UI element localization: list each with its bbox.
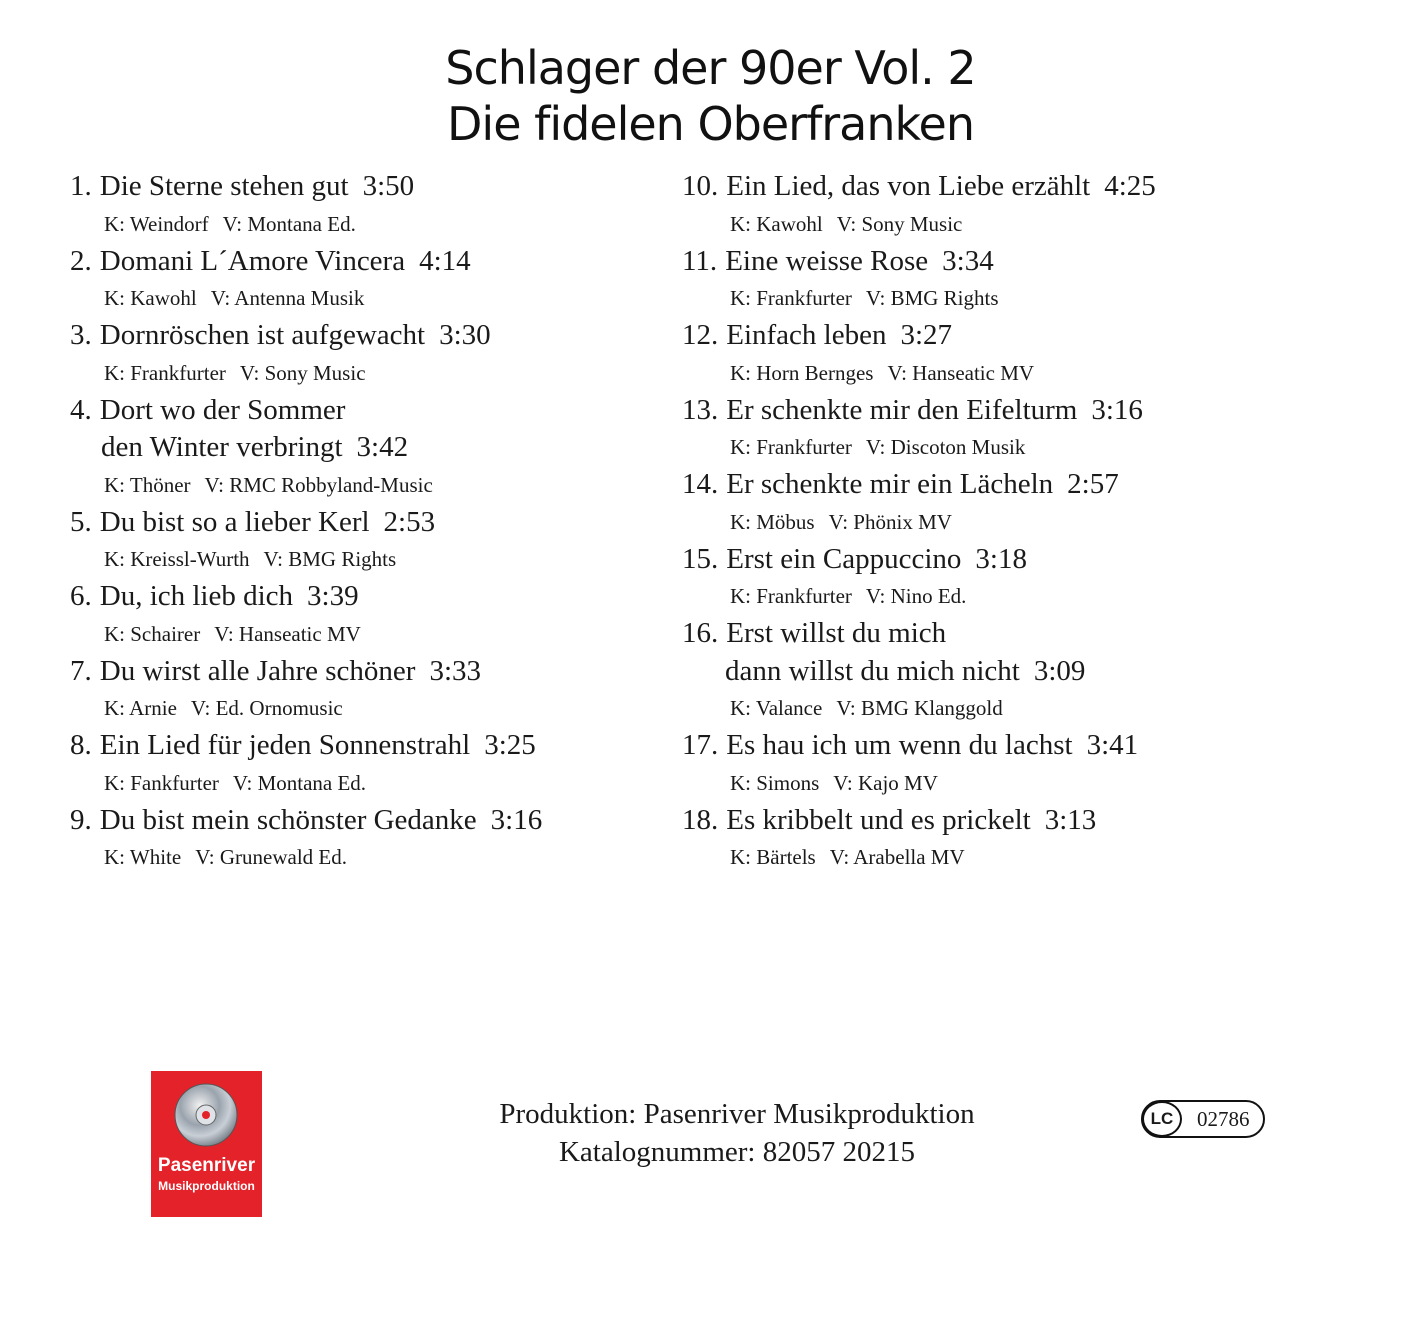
track-duration: 3:27 <box>900 319 953 351</box>
logo-subtitle: Musikproduktion <box>158 1179 255 1193</box>
track-title: Dort wo der Sommer <box>99 393 346 426</box>
track-item <box>682 541 1302 609</box>
track-number: 1. <box>70 170 92 202</box>
production-line: Produktion: Pasenriver Musikproduktion <box>499 1098 975 1130</box>
album-title-line1: Schlager der 90er Vol. 2 <box>445 41 976 95</box>
track-item <box>682 243 1302 311</box>
track-credits <box>70 473 670 497</box>
track-publisher: V: Sony Music <box>239 360 366 385</box>
track-item <box>682 727 1302 795</box>
track-item <box>70 168 670 236</box>
track-publisher: V: BMG Rights <box>865 286 999 310</box>
track-title-line <box>682 392 1302 430</box>
track-title-line <box>70 168 670 206</box>
track-title: Er schenkte mir den Eifelturm <box>726 393 1078 426</box>
track-title: Die Sterne stehen gut <box>99 170 349 202</box>
track-title: Erst willst du mich <box>726 617 947 649</box>
production-info <box>420 1095 1054 1171</box>
track-composer: K: Schairer <box>104 621 201 646</box>
track-title-line <box>682 615 1302 653</box>
track-title-line <box>682 541 1302 579</box>
track-composer: K: Valance <box>730 696 823 720</box>
track-title-line <box>70 504 670 542</box>
pasenriver-logo <box>151 1071 262 1217</box>
track-number: 17. <box>682 729 719 761</box>
track-publisher: V: Sony Music <box>836 211 963 236</box>
track-title-line <box>682 802 1302 840</box>
track-publisher: V: RMC Robbyland-Music <box>204 472 433 497</box>
track-number: 14. <box>682 468 719 500</box>
track-item <box>70 317 670 385</box>
track-title-cont: dann willst du mich nicht <box>725 654 1020 687</box>
label-code-badge <box>1141 1100 1265 1138</box>
track-number: 11. <box>682 244 718 277</box>
track-credits <box>682 212 1302 236</box>
track-publisher: V: Phönix MV <box>828 509 952 534</box>
track-credits <box>682 510 1302 534</box>
track-publisher: V: Grunewald Ed. <box>195 845 348 869</box>
track-duration: 3:34 <box>942 244 994 277</box>
track-composer: K: White <box>104 845 182 869</box>
label-code-number: 02786 <box>1197 1107 1250 1131</box>
track-publisher: V: BMG Rights <box>263 547 397 571</box>
cd-disc-icon <box>173 1079 239 1151</box>
track-duration: 3:41 <box>1086 729 1139 761</box>
logo-brand: Pasenriver <box>157 1155 256 1176</box>
track-item <box>682 615 1302 720</box>
track-composer: K: Kawohl <box>104 286 197 310</box>
track-title: Eine weisse Rose <box>725 244 929 277</box>
track-title: Du bist mein schönster Gedanke <box>99 803 477 836</box>
track-number: 8. <box>70 729 92 761</box>
track-item <box>70 727 670 795</box>
track-publisher: V: Montana Ed. <box>222 211 356 236</box>
track-title: Dornröschen ist aufgewacht <box>99 319 426 351</box>
track-duration: 4:25 <box>1104 170 1156 202</box>
track-credits <box>70 212 670 236</box>
track-number: 13. <box>682 393 719 426</box>
track-number: 2. <box>70 244 92 277</box>
track-composer: K: Fankfurter <box>104 770 219 795</box>
track-publisher: V: Arabella MV <box>829 845 965 869</box>
track-item <box>682 168 1302 236</box>
album-title-line2: Die fidelen Oberfranken <box>447 97 974 151</box>
track-item <box>682 317 1302 385</box>
track-number: 16. <box>682 617 719 649</box>
track-publisher: V: Antenna Musik <box>210 286 365 310</box>
track-duration: 3:30 <box>439 319 491 351</box>
track-number: 12. <box>682 319 719 351</box>
album-title <box>0 40 1421 152</box>
track-number: 5. <box>70 505 92 538</box>
lc-icon: LC <box>1142 1101 1182 1137</box>
track-item <box>682 392 1302 460</box>
track-title-line <box>682 243 1302 281</box>
track-credits <box>682 435 1302 459</box>
track-title: Du wirst alle Jahre schöner <box>99 654 416 687</box>
track-duration: 3:42 <box>356 431 409 463</box>
track-title: Domani L´Amore Vincera <box>99 244 406 277</box>
track-credits <box>70 696 670 720</box>
catalog-number: Katalognummer: 82057 20215 <box>558 1136 915 1168</box>
track-composer: K: Frankfurter <box>730 435 852 459</box>
track-duration: 4:14 <box>419 244 471 277</box>
track-item <box>70 392 670 497</box>
track-credits <box>70 286 670 310</box>
track-duration: 2:57 <box>1067 468 1119 500</box>
track-composer: K: Bärtels <box>730 845 816 869</box>
track-publisher: V: Kajo MV <box>833 770 938 795</box>
track-duration: 2:53 <box>383 505 436 538</box>
track-title-line <box>70 802 670 840</box>
track-title-line <box>682 727 1302 765</box>
track-number: 3. <box>70 319 92 351</box>
track-composer: K: Frankfurter <box>104 360 226 385</box>
tracklist-right <box>682 168 1302 876</box>
track-title: Es kribbelt und es prickelt <box>726 803 1031 836</box>
track-composer: K: Möbus <box>730 509 815 534</box>
track-publisher: V: Discoton Musik <box>865 435 1026 459</box>
track-number: 10. <box>682 170 719 202</box>
track-number: 15. <box>682 542 719 575</box>
track-title-line <box>70 243 670 281</box>
track-composer: K: Frankfurter <box>730 584 852 608</box>
track-composer: K: Weindorf <box>104 211 209 236</box>
track-composer: K: Frankfurter <box>730 286 852 310</box>
track-credits <box>682 845 1302 869</box>
track-credits <box>682 286 1302 310</box>
track-item <box>682 802 1302 870</box>
track-title-line <box>70 653 670 691</box>
tracklist-left <box>70 168 670 876</box>
track-title-cont: den Winter verbringt <box>101 431 343 463</box>
track-duration: 3:13 <box>1044 803 1097 836</box>
track-composer: K: Simons <box>730 770 820 795</box>
track-credits <box>682 361 1302 385</box>
track-title: Ein Lied, das von Liebe erzählt <box>726 170 1091 202</box>
track-publisher: V: BMG Klanggold <box>836 696 1003 720</box>
track-title-line2 <box>682 653 1302 691</box>
track-credits <box>682 584 1302 608</box>
track-number: 7. <box>70 654 92 687</box>
track-title-line <box>70 317 670 355</box>
track-composer: K: Arnie <box>104 696 177 720</box>
track-item <box>70 243 670 311</box>
track-title-line <box>70 727 670 765</box>
track-composer: K: Kawohl <box>730 211 823 236</box>
track-duration: 3:33 <box>429 654 481 687</box>
track-number: 9. <box>70 803 92 836</box>
track-composer: K: Horn Bernges <box>730 360 874 385</box>
track-duration: 3:16 <box>1091 393 1143 426</box>
track-title-line <box>70 578 670 616</box>
track-credits <box>70 622 670 646</box>
track-number: 18. <box>682 803 719 836</box>
track-title-line <box>682 168 1302 206</box>
track-publisher: V: Hanseatic MV <box>887 360 1035 385</box>
track-item <box>70 504 670 572</box>
track-number: 6. <box>70 580 92 612</box>
track-publisher: V: Hanseatic MV <box>214 621 361 646</box>
track-title: Du, ich lieb dich <box>99 580 294 612</box>
track-credits <box>70 547 670 571</box>
track-title-line <box>682 466 1302 504</box>
track-item <box>70 653 670 721</box>
track-publisher: V: Ed. Ornomusic <box>190 696 343 720</box>
track-title: Einfach leben <box>726 319 887 351</box>
track-title-line <box>682 317 1302 355</box>
track-title-line2 <box>70 429 670 467</box>
track-title: Du bist so a lieber Kerl <box>99 505 370 538</box>
track-item <box>682 466 1302 534</box>
track-title-line <box>70 392 670 430</box>
track-title: Ein Lied für jeden Sonnenstrahl <box>99 729 471 761</box>
track-composer: K: Thöner <box>104 472 191 497</box>
track-credits <box>70 361 670 385</box>
track-title: Erst ein Cappuccino <box>726 542 962 575</box>
track-credits <box>682 696 1302 720</box>
track-composer: K: Kreissl-Wurth <box>104 547 250 571</box>
track-duration: 3:50 <box>362 170 415 202</box>
track-credits <box>70 845 670 869</box>
track-item <box>70 802 670 870</box>
track-duration: 3:18 <box>975 542 1027 575</box>
track-item <box>70 578 670 646</box>
track-publisher: V: Nino Ed. <box>865 584 967 608</box>
track-number: 4. <box>70 393 92 426</box>
track-duration: 3:39 <box>307 580 359 612</box>
track-publisher: V: Montana Ed. <box>232 770 367 795</box>
track-credits <box>70 771 670 795</box>
track-title: Es hau ich um wenn du lachst <box>726 729 1073 761</box>
track-credits <box>682 771 1302 795</box>
track-duration: 3:25 <box>484 729 536 761</box>
track-title: Er schenkte mir ein Lächeln <box>726 468 1054 500</box>
track-duration: 3:16 <box>490 803 543 836</box>
track-duration: 3:09 <box>1033 654 1086 687</box>
